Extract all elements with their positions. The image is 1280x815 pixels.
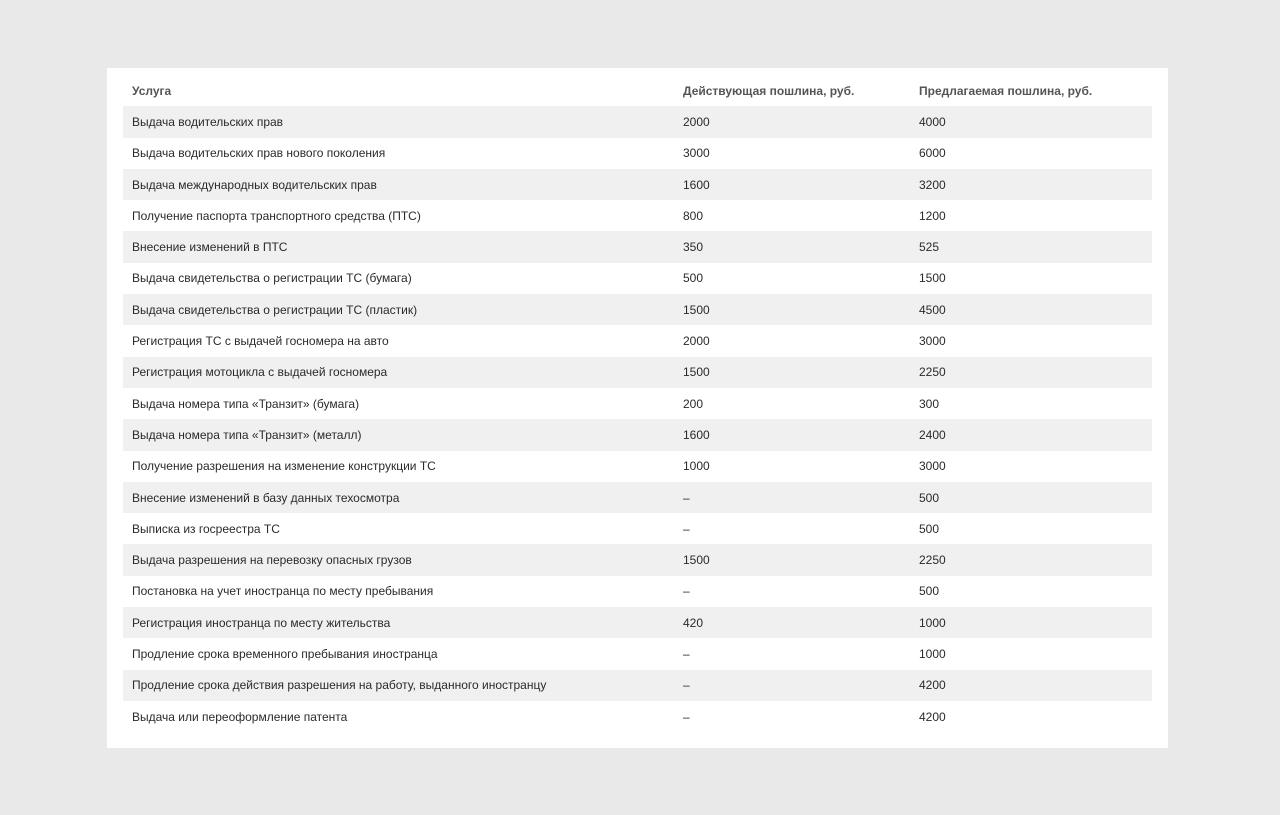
proposed-fee-cell: 6000: [910, 138, 1152, 169]
table-row: [123, 231, 1152, 262]
fee-table-card: [107, 68, 1168, 748]
service-cell: Выдача или переоформление патента: [123, 701, 674, 732]
table-row: [123, 513, 1152, 544]
table-row: [123, 638, 1152, 669]
service-cell: Получение разрешения на изменение конструкции ТС: [123, 451, 674, 482]
service-cell: Регистрация ТС с выдачей госномера на авто: [123, 325, 674, 356]
table-row: [123, 263, 1152, 294]
service-cell: Продление срока действия разрешения на работу, выданного иностранцу: [123, 670, 674, 701]
service-cell: Выдача свидетельства о регистрации ТС (пластик): [123, 294, 674, 325]
proposed-fee-cell: 1500: [910, 263, 1152, 294]
proposed-fee-cell: 2250: [910, 357, 1152, 388]
proposed-fee-cell: 500: [910, 482, 1152, 513]
table-row: [123, 544, 1152, 575]
proposed-fee-cell: 1000: [910, 607, 1152, 638]
table-body: [123, 106, 1152, 732]
proposed-fee-cell: 3000: [910, 451, 1152, 482]
header-proposed-fee: Предлагаемая пошлина, руб.: [919, 83, 1093, 98]
table-row: [123, 325, 1152, 356]
service-cell: Постановка на учет иностранца по месту пребывания: [123, 576, 674, 607]
proposed-fee-cell: 4000: [910, 106, 1152, 137]
current-fee-cell: –: [674, 638, 910, 669]
current-fee-cell: –: [674, 513, 910, 544]
current-fee-cell: –: [674, 701, 910, 732]
table-header: [123, 75, 1152, 106]
table-row: [123, 419, 1152, 450]
service-cell: Выдача водительских прав: [123, 106, 674, 137]
proposed-fee-cell: 525: [910, 231, 1152, 262]
current-fee-cell: –: [674, 576, 910, 607]
header-current-fee: Действующая пошлина, руб.: [683, 83, 855, 98]
fee-table: [123, 75, 1152, 732]
current-fee-cell: 800: [674, 200, 910, 231]
service-cell: Выписка из госреестра ТС: [123, 513, 674, 544]
table-row: [123, 576, 1152, 607]
current-fee-cell: 1600: [674, 419, 910, 450]
table-row: [123, 388, 1152, 419]
service-cell: Внесение изменений в ПТС: [123, 231, 674, 262]
proposed-fee-cell: 4200: [910, 670, 1152, 701]
proposed-fee-cell: 2250: [910, 544, 1152, 575]
table-row: [123, 357, 1152, 388]
header-row: [123, 75, 1152, 106]
proposed-fee-cell: 300: [910, 388, 1152, 419]
table-row: [123, 701, 1152, 732]
current-fee-cell: 500: [674, 263, 910, 294]
current-fee-cell: 2000: [674, 106, 910, 137]
current-fee-cell: 1500: [674, 294, 910, 325]
proposed-fee-cell: 3200: [910, 169, 1152, 200]
service-cell: Получение паспорта транспортного средства (ПТС): [123, 200, 674, 231]
header-service: Услуга: [132, 83, 172, 98]
proposed-fee-cell: 1000: [910, 638, 1152, 669]
service-cell: Выдача международных водительских прав: [123, 169, 674, 200]
table-row: [123, 482, 1152, 513]
service-cell: Регистрация иностранца по месту жительства: [123, 607, 674, 638]
service-cell: Выдача свидетельства о регистрации ТС (бумага): [123, 263, 674, 294]
table-row: [123, 138, 1152, 169]
service-cell: Выдача номера типа «Транзит» (металл): [123, 419, 674, 450]
current-fee-cell: 3000: [674, 138, 910, 169]
current-fee-cell: 200: [674, 388, 910, 419]
proposed-fee-cell: 3000: [910, 325, 1152, 356]
proposed-fee-cell: 500: [910, 513, 1152, 544]
table-row: [123, 607, 1152, 638]
service-cell: Продление срока временного пребывания иностранца: [123, 638, 674, 669]
service-cell: Выдача водительских прав нового поколения: [123, 138, 674, 169]
table-row: [123, 169, 1152, 200]
table-row: [123, 451, 1152, 482]
proposed-fee-cell: 1200: [910, 200, 1152, 231]
service-cell: Выдача номера типа «Транзит» (бумага): [123, 388, 674, 419]
table-row: [123, 670, 1152, 701]
table-row: [123, 294, 1152, 325]
proposed-fee-cell: 4200: [910, 701, 1152, 732]
table-row: [123, 106, 1152, 137]
proposed-fee-cell: 2400: [910, 419, 1152, 450]
service-cell: Выдача разрешения на перевозку опасных грузов: [123, 544, 674, 575]
current-fee-cell: 1600: [674, 169, 910, 200]
current-fee-cell: –: [674, 670, 910, 701]
table-row: [123, 200, 1152, 231]
current-fee-cell: 2000: [674, 325, 910, 356]
current-fee-cell: –: [674, 482, 910, 513]
current-fee-cell: 1000: [674, 451, 910, 482]
current-fee-cell: 350: [674, 231, 910, 262]
current-fee-cell: 1500: [674, 544, 910, 575]
service-cell: Регистрация мотоцикла с выдачей госномера: [123, 357, 674, 388]
service-cell: Внесение изменений в базу данных техосмотра: [123, 482, 674, 513]
proposed-fee-cell: 4500: [910, 294, 1152, 325]
current-fee-cell: 420: [674, 607, 910, 638]
current-fee-cell: 1500: [674, 357, 910, 388]
proposed-fee-cell: 500: [910, 576, 1152, 607]
